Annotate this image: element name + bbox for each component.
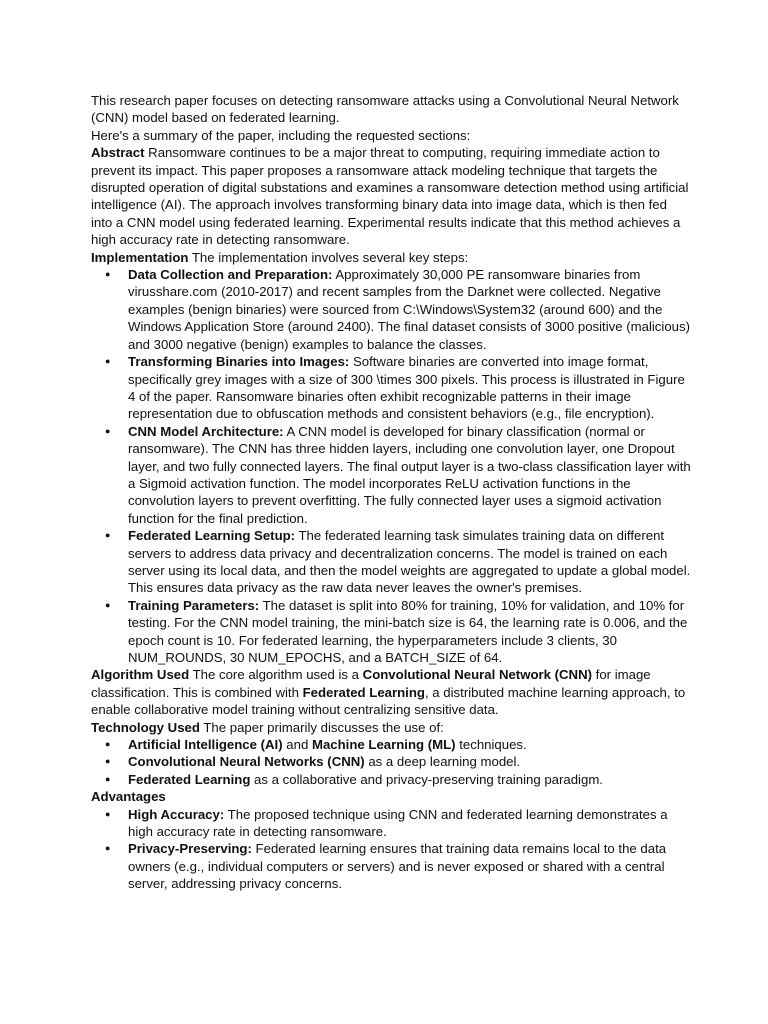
list-item-text: techniques. bbox=[455, 737, 527, 753]
list-item-label: High Accuracy: bbox=[128, 806, 225, 822]
list-item bbox=[91, 806, 691, 841]
list-item-text: Approximately 30,000 PE ransomware binaries from virusshare.com (2010-2017) and recent samples from the Darknet were collected. Negative examples (benign binaries) were sourced from C:\Windows\System32 (around 600) and the Windows Application Store (around 2400). The final dataset consists of 3000 positive (malicious) and 3000 negative (benign) examples to balance the classes. bbox=[128, 267, 690, 352]
list-item-label: Federated Learning Setup: bbox=[128, 528, 296, 544]
implementation-intro-text: The implementation involves several key steps: bbox=[188, 249, 469, 265]
technology-heading: Technology Used bbox=[91, 719, 200, 735]
list-item-text: A CNN model is developed for binary classification (normal or ransomware). The CNN has three hidden layers, including one convolution layer, one Dropout layer, and two fully connected layers. The final output layer is a two-class classification layer with a Sigmoid activation function. The model incorporates ReLU activation functions in the convolution layers to prevent overfitting. The fully connected layer uses a sigmoid activation function for the final prediction. bbox=[128, 423, 691, 526]
list-item bbox=[91, 266, 691, 353]
list-item bbox=[91, 597, 691, 667]
document-page bbox=[91, 92, 691, 893]
list-item-text: Software binaries are converted into image format, specifically grey images with a size of 300 \times 300 pixels. This process is illustrated in Figure 4 of the paper. Ransomware binaries often exhibit recognizable patterns in their image representation due to obfuscation methods and consistent behaviors (e.g., file encryption). bbox=[128, 354, 685, 422]
algorithm-text: , a distributed machine learning approach, to enable collaborative model training without centralizing sensitive data. bbox=[91, 684, 686, 718]
intro-paragraph: This research paper focuses on detecting ransomware attacks using a Convolutional Neural Network (CNN) model based on federated learning. bbox=[91, 93, 679, 126]
list-item-text: The dataset is split into 80% for training, 10% for validation, and 10% for testing. For the CNN model training, the mini-batch size is 64, the learning rate is 0.006, and the epoch count is 10. For federated learning, the hyperparameters include 3 clients, 30 NUM_ROUNDS, 30 NUM_EPOCHS, and a BATCH_SIZE of 64. bbox=[128, 597, 688, 665]
list-item-text: and bbox=[282, 737, 312, 753]
list-item bbox=[91, 527, 691, 597]
implementation-heading: Implementation bbox=[91, 249, 189, 265]
list-item-label: CNN Model Architecture: bbox=[128, 423, 284, 439]
abstract-paragraph bbox=[91, 144, 691, 248]
list-item bbox=[91, 423, 691, 527]
list-item bbox=[91, 753, 691, 770]
list-item-term: Convolutional Neural Networks (CNN) bbox=[128, 754, 365, 770]
list-item-term: Machine Learning (ML) bbox=[311, 737, 456, 753]
abstract-text: Ransomware continues to be a major threat to computing, requiring immediate action to prevent its impact. This paper proposes a ransomware attack modeling technique that targets the disrupted operation of digital substations and examines a ransomware detection method using artificial intelligence (AI). The approach involves transforming binary data into image data, which is then fed into a CNN model using federated learning. Experimental results indicate that this method achieves a high accuracy rate in detecting ransomware. bbox=[91, 145, 689, 248]
algorithm-text: The core algorithm used is a bbox=[189, 667, 363, 683]
algorithm-term: Federated Learning bbox=[302, 684, 425, 700]
algorithm-heading: Algorithm Used bbox=[91, 667, 190, 683]
list-item-text: The proposed technique using CNN and federated learning demonstrates a high accuracy rate in detecting ransomware. bbox=[128, 806, 668, 840]
technology-list bbox=[91, 736, 691, 788]
abstract-heading: Abstract bbox=[91, 145, 145, 161]
list-item bbox=[91, 736, 691, 753]
technology-intro-text: The paper primarily discusses the use of: bbox=[199, 719, 444, 735]
list-item-term: Artificial Intelligence (AI) bbox=[128, 737, 283, 753]
implementation-list bbox=[91, 266, 691, 666]
list-item-label: Transforming Binaries into Images: bbox=[128, 354, 350, 370]
algorithm-paragraph bbox=[91, 666, 691, 718]
implementation-paragraph bbox=[91, 249, 691, 266]
advantages-list bbox=[91, 806, 691, 893]
list-item bbox=[91, 840, 691, 892]
list-item-text: as a collaborative and privacy-preserving training paradigm. bbox=[250, 771, 603, 787]
list-item-label: Training Parameters: bbox=[128, 597, 260, 613]
intro-summary-line: Here's a summary of the paper, including the requested sections: bbox=[91, 127, 471, 143]
list-item-label: Privacy-Preserving: bbox=[128, 841, 252, 857]
advantages-heading: Advantages bbox=[91, 789, 166, 805]
algorithm-text: for image classification. This is combined with bbox=[91, 667, 651, 700]
list-item bbox=[91, 353, 691, 423]
list-item-term: Federated Learning bbox=[128, 771, 251, 787]
list-item bbox=[91, 771, 691, 788]
list-item-text: The federated learning task simulates training data on different servers to address data privacy and decentralization concerns. The model is trained on each server using its local data, and then the model weights are aggregated to update a global model. This ensures data privacy as the raw data never leaves the owner's premises. bbox=[128, 528, 691, 596]
list-item-text: as a deep learning model. bbox=[364, 754, 521, 770]
list-item-text: Federated learning ensures that training data remains local to the data owners (e.g., individual computers or servers) and is never exposed or shared with a central server, addressing privacy concerns. bbox=[128, 841, 667, 892]
technology-paragraph bbox=[91, 719, 691, 736]
list-item-label: Data Collection and Preparation: bbox=[128, 267, 333, 283]
algorithm-term: Convolutional Neural Network (CNN) bbox=[362, 667, 592, 683]
advantages-heading-line bbox=[91, 788, 691, 805]
